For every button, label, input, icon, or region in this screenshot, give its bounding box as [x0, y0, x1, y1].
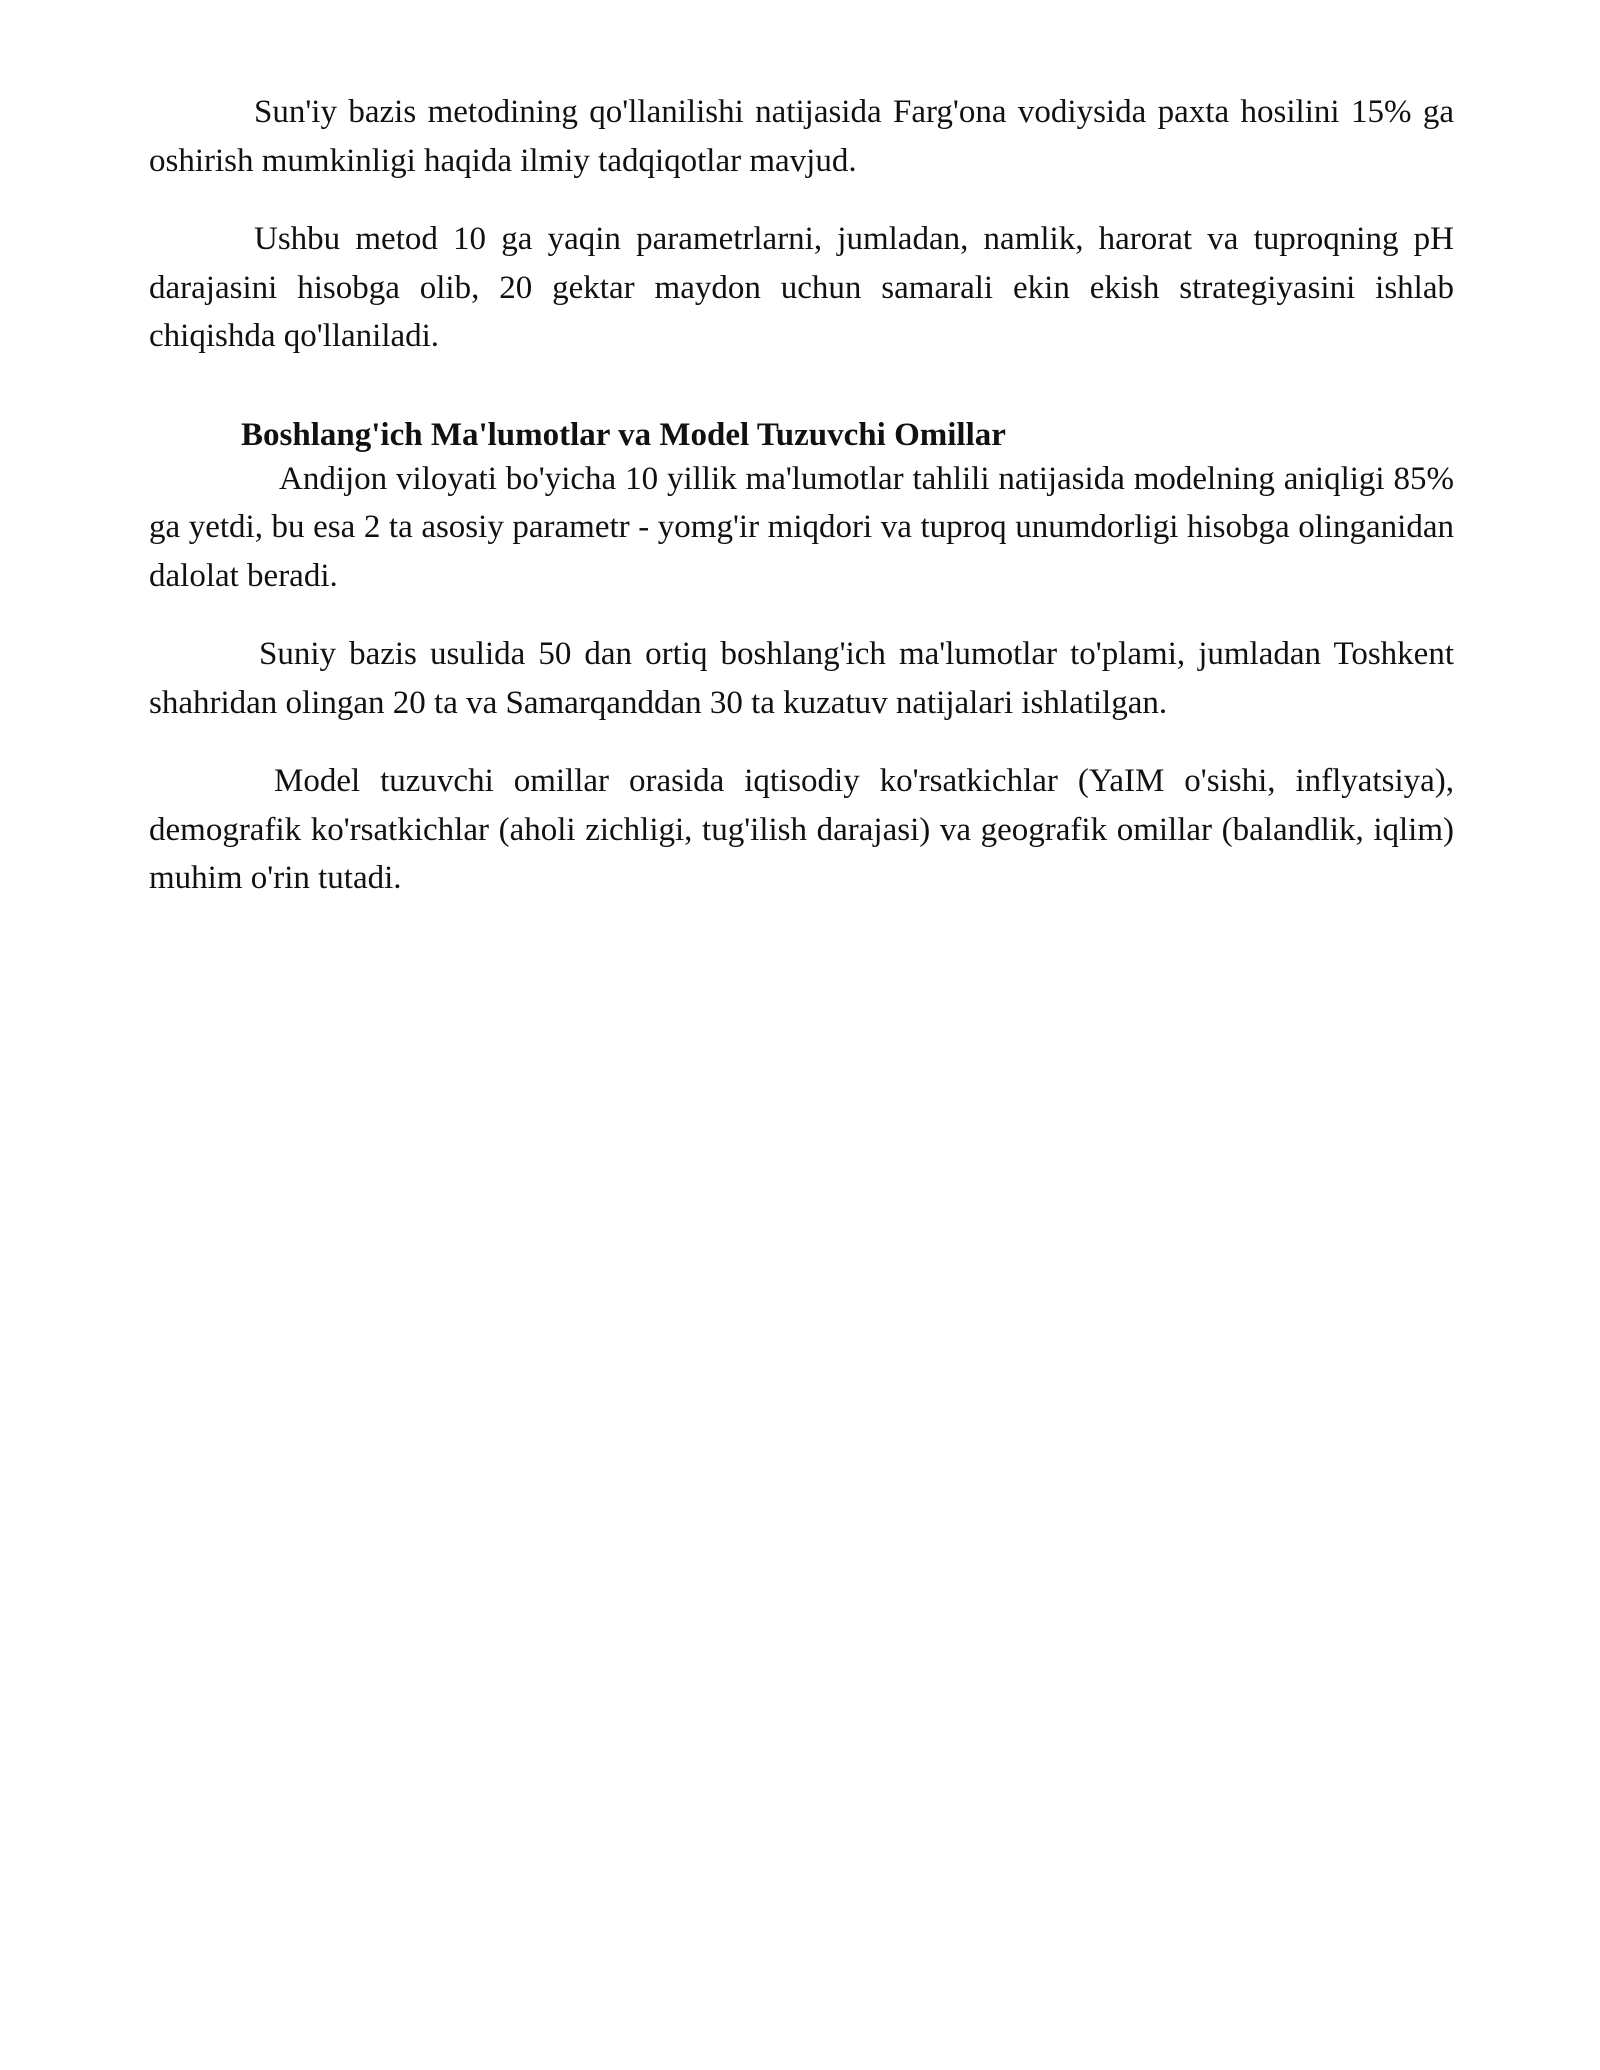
section-heading: Boshlang'ich Ma'lumotlar va Model Tuzuvchi Omillar [241, 416, 1006, 453]
paragraph-model-factors: Model tuzuvchi omillar orasida iqtisodiy ko'rsatkichlar (YaIM o'sishi, inflyatsiya), demografik ko'rsatkichlar (aholi zichligi, tug'ilish darajasi) va geografik omillar (balandlik, iqlim) muhim o'rin tutadi. [149, 763, 1454, 896]
paragraph-initial-data-sets: Suniy bazis usulida 50 dan ortiq boshlang'ich ma'lumotlar to'plami, jumladan Toshkent shahridan olingan 20 ta va Samarqanddan 30 ta kuzatuv natijalari ishlatilgan. [149, 636, 1454, 721]
paragraph-andijon-analysis: Andijon viloyati bo'yicha 10 yillik ma'lumotlar tahlili natijasida modelning aniqligi 85% ga yetdi, bu esa 2 ta asosiy parametr - yomg'ir miqdori va tuproq unumdorligi hisobga olinganidan dalolat beradi. [149, 460, 1454, 594]
paragraph-artificial-basis-cotton: Sun'iy bazis metodining qo'llanilishi natijasida Farg'ona vodiysida paxta hosilini 15% ga oshirish mumkinligi haqida ilmiy tadqiqotlar mavjud. [149, 94, 1454, 179]
document-body [149, 88, 1454, 903]
paragraph-method-parameters: Ushbu metod 10 ga yaqin parametrlarni, jumladan, namlik, harorat va tuproqning pH darajasini hisobga olib, 20 gektar maydon uchun samarali ekin ekish strategiyasini ishlab chiqishda qo'llaniladi. [149, 221, 1454, 354]
